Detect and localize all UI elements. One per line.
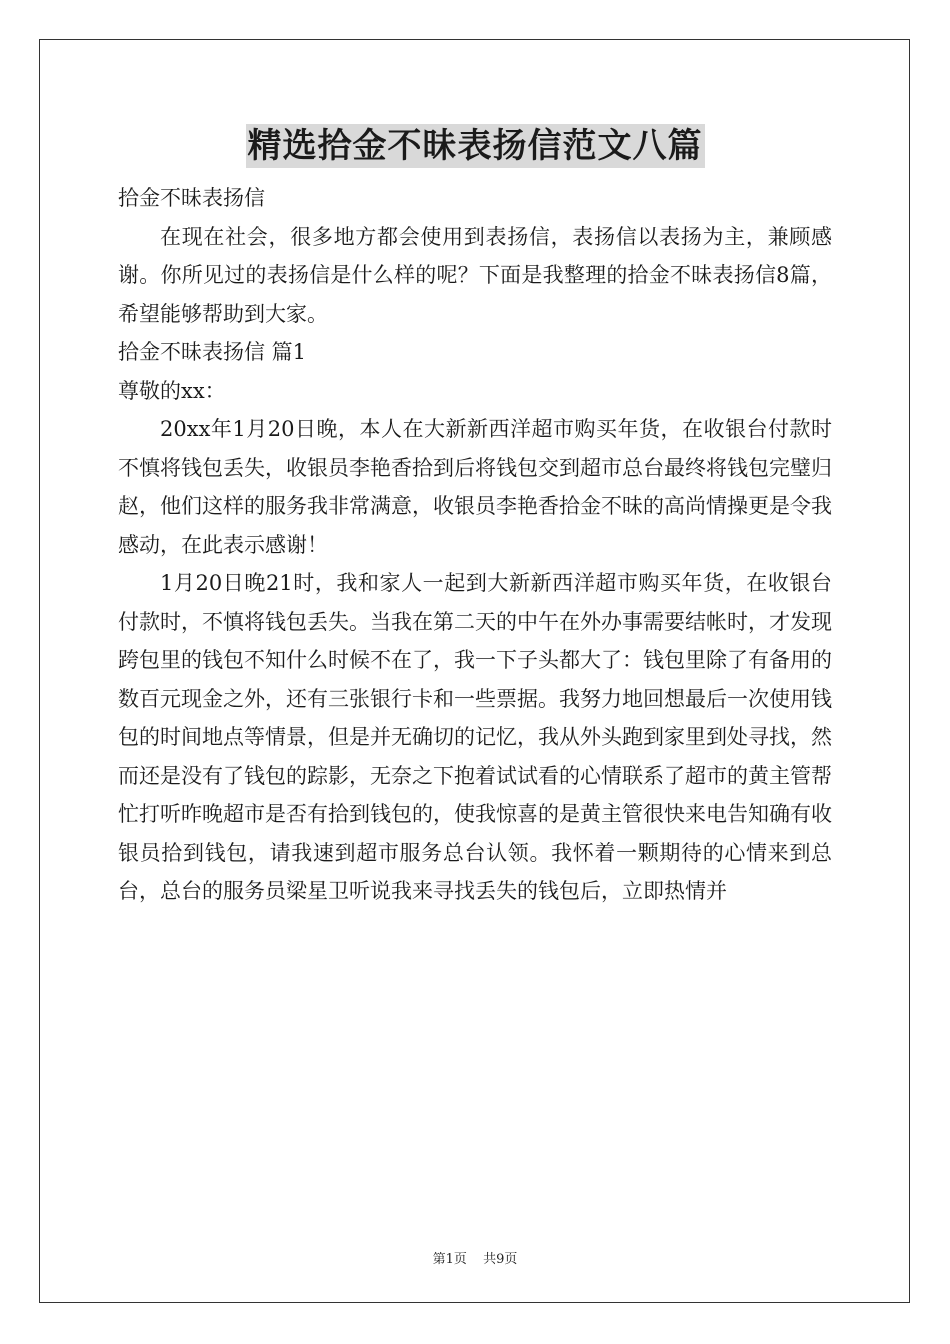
title-container — [0, 124, 950, 168]
paragraph: 20xx年1月20日晚，本人在大新新西洋超市购买年货，在收银台付款时不慎将钱包丢失，收银员李艳香拾到后将钱包交到超市总台最终将钱包完璧归赵，他们这样的服务我非常满意，收银员李艳香拾金不昧的高尚情操更是令我感动，在此表示感谢！ — [118, 417, 832, 557]
document-title: 精选拾金不昧表扬信范文八篇 — [247, 126, 703, 166]
salutation: 尊敬的xx： — [118, 378, 226, 403]
document-body — [118, 179, 832, 911]
paragraph: 拾金不昧表扬信 — [118, 186, 265, 210]
page-total: 共9页 — [483, 1252, 518, 1267]
page-footer — [0, 1248, 950, 1267]
paragraph: 在现在社会，很多地方都会使用到表扬信，表扬信以表扬为主，兼顾感谢。你所见过的表扬信是什么样的呢？下面是我整理的拾金不昧表扬信8篇，希望能够帮助到大家。 — [118, 224, 832, 326]
paragraph: 1月20日晚21时，我和家人一起到大新新西洋超市购买年货，在收银台付款时，不慎将钱包丢失。当我在第二天的中午在外办事需要结帐时，才发现跨包里的钱包不知什么时候不在了，我一下子头都大了：钱包里除了有备用的数百元现金之外，还有三张银行卡和一些票据。我努力地回想最后一次使用钱包的时间地点等情景，但是并无确切的记忆，我从外头跑到家里到处寻找，然而还是没有了钱包的踪影，无奈之下抱着试试看的心情联系了超市的黄主管帮忙打听昨晚超市是否有拾到钱包的，使我惊喜的是黄主管很快来电告知确有收银员拾到钱包，请我速到超市服务总台认领。我怀着一颗期待的心情来到总台，总台的服务员梁星卫听说我来寻找丢失的钱包后，立即热情并 — [118, 571, 832, 903]
page-number: 第1页 — [432, 1252, 467, 1267]
section-heading: 拾金不昧表扬信 篇1 — [118, 340, 307, 364]
